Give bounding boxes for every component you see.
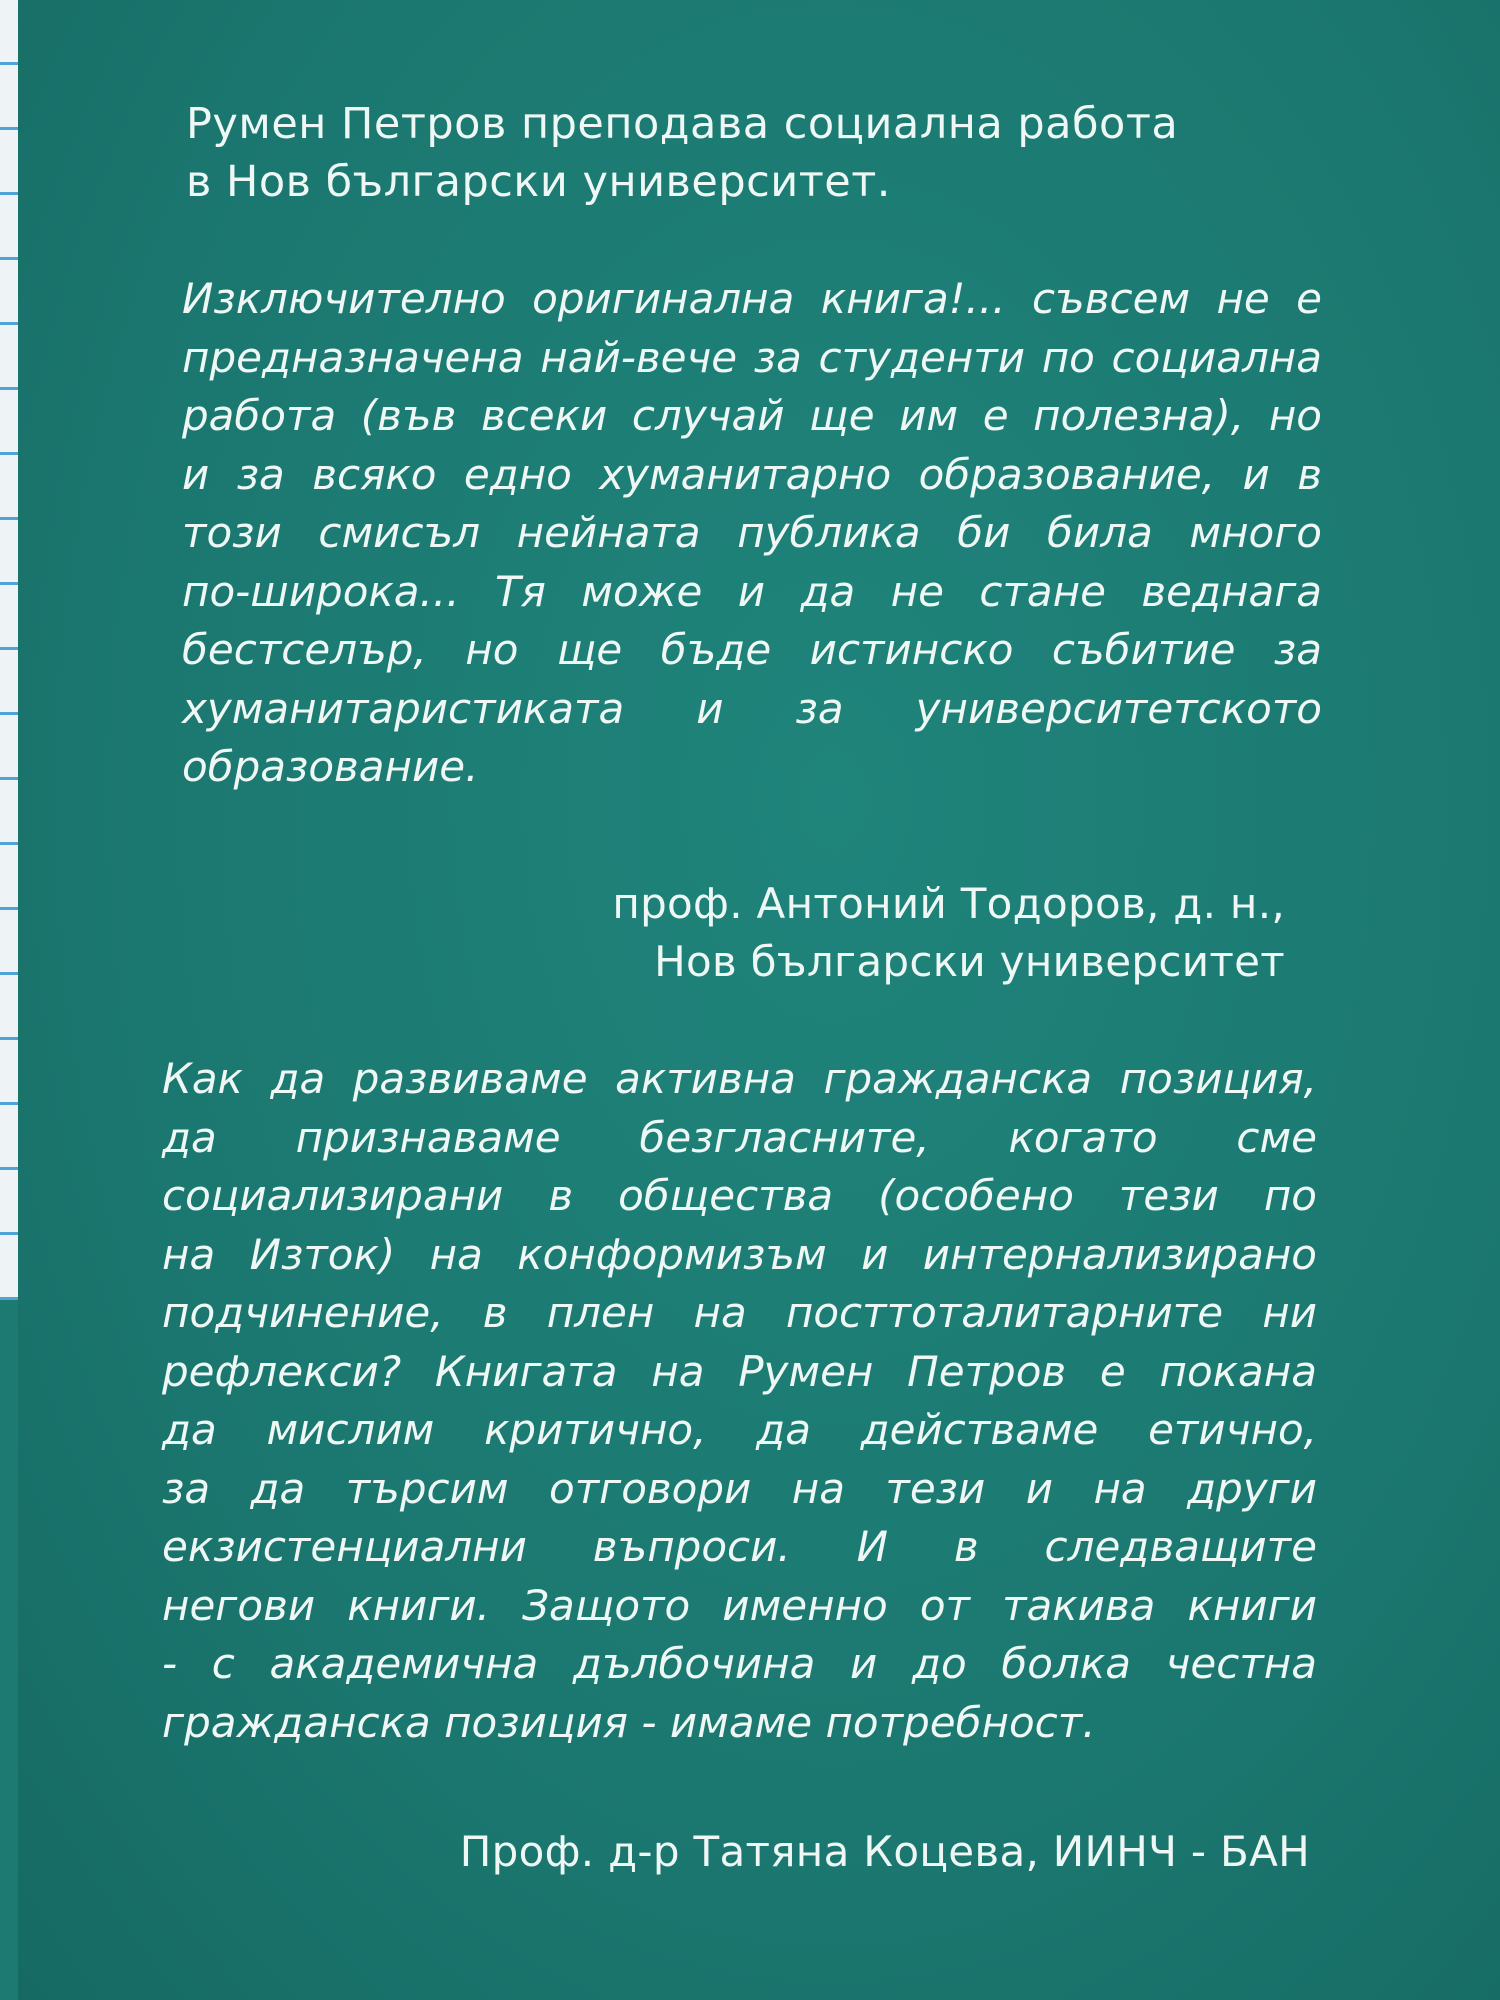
- quote-line: хуманитаристиката и за университетското: [182, 683, 1322, 733]
- signature-line: проф. Антоний Тодоров, д. н.,: [612, 879, 1285, 928]
- quote-line: на Изток) на конформизъм и интернализирано: [162, 1229, 1317, 1279]
- quote-line: работа (във всеки случай ще им е полезна), но: [182, 391, 1322, 440]
- quote-line: социализирани в общества (особено тези по: [162, 1171, 1317, 1220]
- quote-line: предназначена най-вече за студенти по социална: [182, 332, 1322, 382]
- quote-line: екзистенциални въпроси. И в следващите: [162, 1522, 1317, 1571]
- quote-line: Как да развиваме активна гражданска позиция,: [162, 1054, 1317, 1103]
- review-signature-todorov: [612, 875, 1285, 991]
- author-bio: [186, 95, 1296, 211]
- quote-line: рефлекси? Книгата на Румен Петров е покана: [162, 1346, 1317, 1396]
- quote-line: подчинение, в плен на посттоталитарните ни: [162, 1288, 1317, 1337]
- quote-line: да признаваме безгласните, когато сме: [162, 1112, 1317, 1162]
- review-quote-kotseva: [162, 1050, 1317, 1752]
- bio-line: Румен Петров преподава социална работа: [186, 99, 1179, 149]
- quote-line: бестселър, но ще бъде истинско събитие за: [182, 625, 1322, 674]
- review-quote-todorov: [182, 270, 1322, 797]
- quote-line: по-широка... Тя може и да не стане веднага: [182, 566, 1322, 616]
- bio-line: в Нов български университет.: [186, 157, 891, 207]
- quote-line: - с академична дълбочина и до болка честна: [162, 1639, 1317, 1688]
- quote-line: гражданска позиция - имаме потребност.: [162, 1697, 1096, 1747]
- review-signature-kotseva: [460, 1823, 1310, 1881]
- signature-line: Проф. д-р Татяна Коцева, ИИНЧ - БАН: [459, 1827, 1310, 1876]
- quote-line: Изключително оригинална книга!... съвсем не е: [182, 274, 1322, 323]
- signature-line: Нов български университет: [654, 937, 1285, 986]
- quote-line: и за всяко едно хуманитарно образование, и в: [182, 449, 1322, 499]
- quote-line: за да търсим отговори на тези и на други: [162, 1463, 1317, 1513]
- quote-line: образование.: [182, 742, 479, 791]
- quote-line: да мислим критично, да действаме етично,: [162, 1405, 1317, 1454]
- quote-line: този смисъл нейната публика би била много: [182, 508, 1322, 557]
- quote-line: негови книги. Защото именно от такива книги: [162, 1580, 1317, 1630]
